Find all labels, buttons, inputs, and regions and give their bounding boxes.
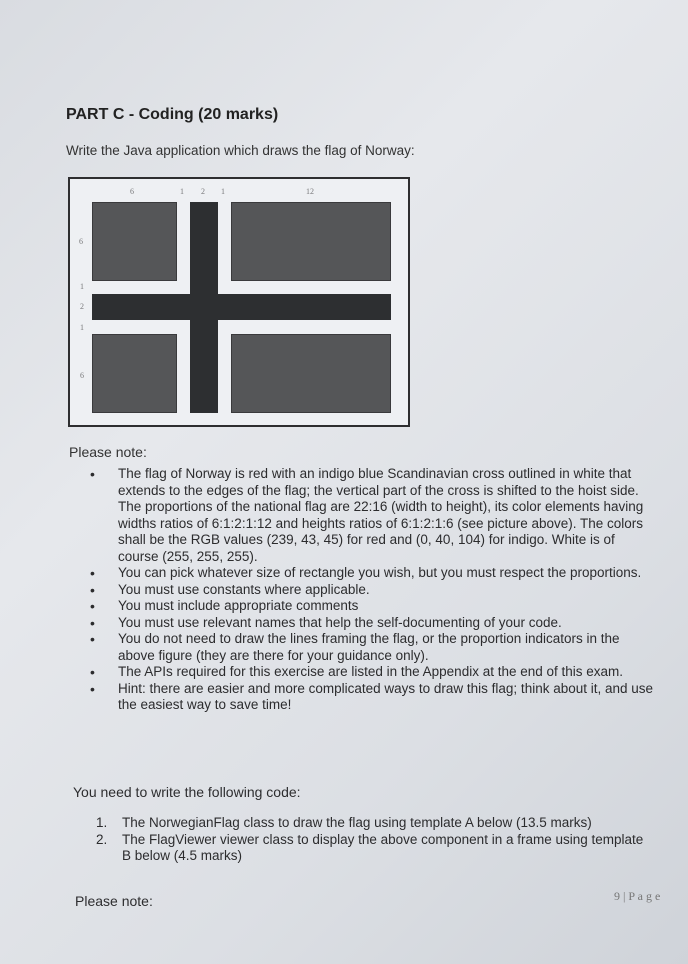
height-label: 1: [80, 323, 84, 332]
flag-top-right-rect: [231, 202, 391, 281]
flag-cross-horizontal: [92, 294, 391, 320]
list-item: • You do not need to draw the lines framing the flag, or the proportion indicators in the above figure (they are there for your guidance only).: [88, 631, 658, 664]
flag-top-left-rect: [92, 202, 177, 281]
width-label: 6: [130, 187, 134, 196]
task-instruction: Write the Java application which draws the flag of Norway:: [66, 143, 415, 158]
list-item: • The flag of Norway is red with an indigo blue Scandinavian cross outlined in white that extends to the edges of the flag; the vertical part of the cross is shifted to the hoist side. The proportions of the national flag are 22:16 (width to height), its color elements having widths ratios of 6:1:2:1:12 and heights ratios of 6:1:2:1:6 (see picture above). The colors shall be the RGB values (239, 43, 45) for red and (0, 40, 104) for indigo. White is of course (255, 255, 255).: [88, 466, 658, 565]
list-text: The NorwegianFlag class to draw the flag using template A below (13.5 marks): [122, 815, 592, 830]
flag-bottom-left-rect: [92, 334, 177, 413]
list-item: • The APIs required for this exercise are listed in the Appendix at the end of this exam.: [88, 664, 658, 681]
list-text: The FlagViewer viewer class to display the above component in a frame using template B below (4.5 marks): [122, 831, 644, 863]
list-item: • You can pick whatever size of rectangle you wish, but you must respect the proportions.: [88, 565, 658, 582]
norway-flag-figure: [68, 177, 410, 427]
width-label: 2: [201, 187, 205, 196]
footer-note: Please note:: [75, 893, 153, 909]
page-number: 9 | P a g e: [614, 889, 661, 903]
list-item: [96, 832, 656, 865]
flag-bottom-right-rect: [231, 334, 391, 413]
list-item: • You must use relevant names that help the self-documenting of your code.: [88, 615, 658, 632]
height-label: 2: [80, 302, 84, 311]
height-label: 6: [80, 371, 84, 380]
code-heading: You need to write the following code:: [73, 784, 301, 800]
code-list: [96, 815, 656, 865]
notes-list: [88, 466, 658, 714]
flag-cross-vertical: [190, 202, 218, 413]
height-label: 6: [79, 237, 83, 246]
notes-heading: Please note:: [69, 444, 147, 460]
list-number: 1.: [96, 815, 108, 830]
list-item: • You must include appropriate comments: [88, 598, 658, 615]
width-label: 1: [180, 187, 184, 196]
list-item: • Hint: there are easier and more complicated ways to draw this flag; think about it, and use the easiest way to save time!: [88, 681, 658, 714]
height-label: 1: [80, 282, 84, 291]
list-number: 2.: [96, 831, 108, 847]
width-label: 1: [221, 187, 225, 196]
list-item: [96, 815, 656, 832]
list-item: • You must use constants where applicable.: [88, 582, 658, 599]
part-title: PART C - Coding (20 marks): [66, 106, 279, 123]
width-label: 12: [306, 187, 314, 196]
